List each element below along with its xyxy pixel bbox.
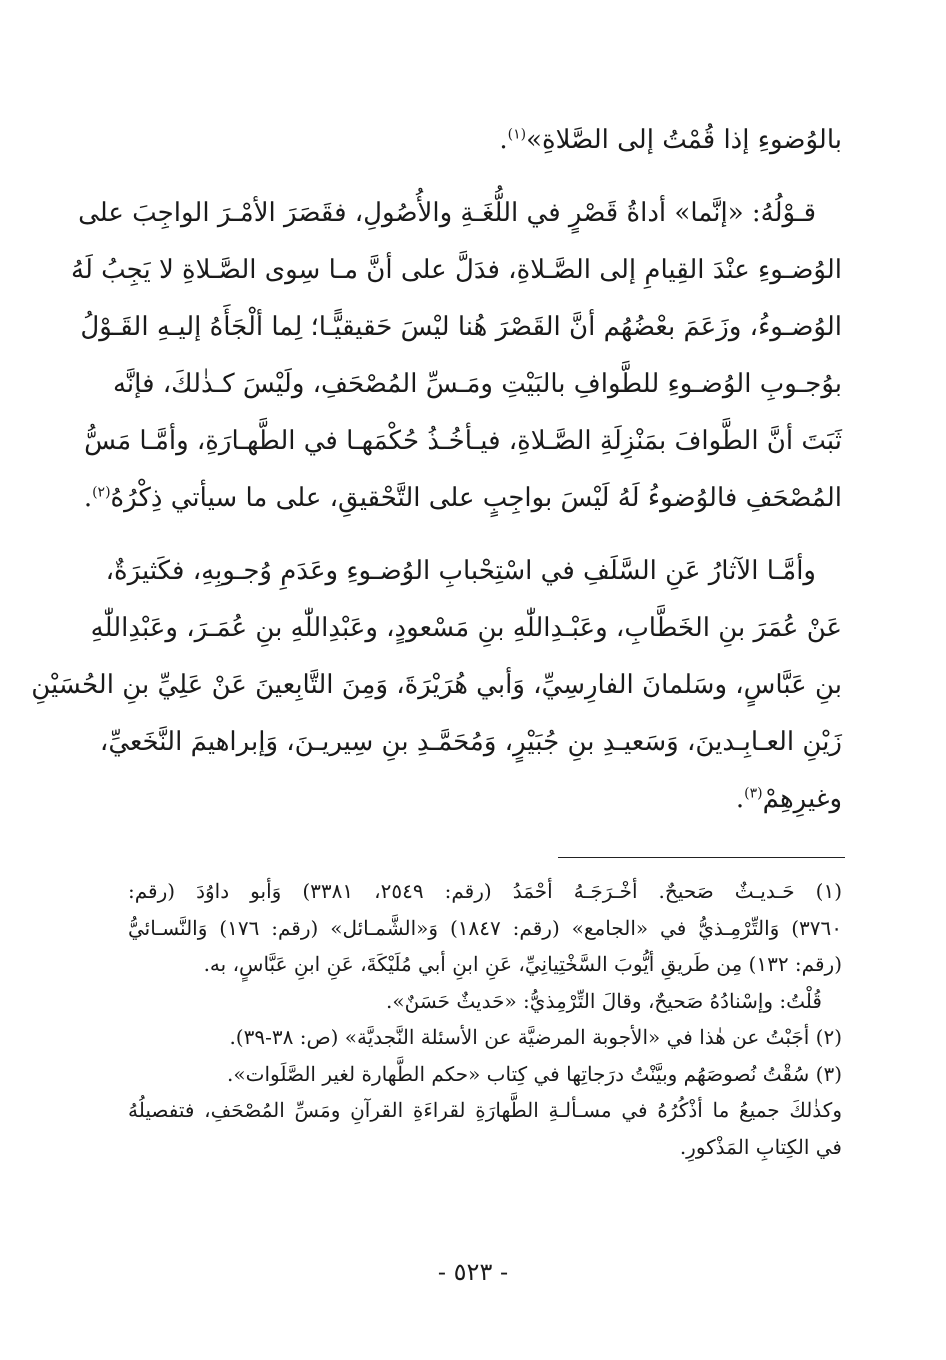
- text-line: [105, 543, 842, 600]
- text-line: [71, 242, 842, 299]
- main-text: [31, 112, 842, 828]
- text-line: [112, 356, 842, 413]
- page-number: - ٥٢٣ -: [437, 1258, 509, 1286]
- paragraph-3-line-2: عَنْ عُمَرَ بنِ الخَطَّابِ، وعَبْـدِاللّٰهِ بنِ مَسْعودٍ، وعَبْدِاللّٰهِ بنِ عُمَـرَ، وعَبْدِاللّٰهِ: [90, 613, 842, 643]
- footnote-line: قُلْتُ: وإسْنادُهُ صَحيحٌ، وقالَ التِّرْمِذيُّ: «حَديثٌ حَسَنٌ».: [386, 988, 822, 1013]
- paragraph-3-line-1: وأمَّـا الآثارُ عَنِ السَّلَفِ في اسْتِحْبابِ الوُضـوءِ وعَدَمِ وُجـوبِهِ، فكَثيرَةٌ،: [105, 556, 816, 586]
- footnote-ref-3[interactable]: (٣): [744, 785, 763, 802]
- paragraph-2-line-2: الوُضـوءِ عنْدَ القِيامِ إلى الصَّـلاةِ، فدَلَّ على أنَّ مـا سِوى الصَّـلاةِ لا يَجِبُ لَهُ: [71, 255, 842, 285]
- paragraph-2-line-6: المُصْحَفِ فالوُضوءُ لَهُ لَيْسَ بواجِبٍ على التَّحْقيقِ، على ما سيأتي ذِكْرُهُ: [110, 483, 842, 513]
- footnote-line: ٣٧٦٠) وَالتِّرْمِـذيُّ في «الجامع» (رقم: ١٨٤٧) وَ«الشَّمـائل» (رقم: ١٧٦) وَالنَّسـائيُّ: [128, 915, 842, 940]
- footnote-ref-1[interactable]: (١): [507, 126, 527, 143]
- footnote-line: في الكِتابِ المَذْكورِ.: [679, 1134, 842, 1159]
- footnote-ref-2[interactable]: (٢): [92, 484, 111, 501]
- paragraph-3-line-4: زَيْنِ العـابِـدينَ، وَسَعيـدِ بنِ جُبَيْرٍ، وَمُحَمَّـدِ بنِ سِيريـنَ، وَإبراهيمَ النَّخَعيِّ،: [99, 727, 842, 757]
- paragraph-1-line-1: بالوُضوءِ إذا قُمْتُ إلى الصَّلاةِ»: [526, 125, 842, 155]
- paragraph-2-line-5: ثَبَتَ أنَّ الطَّوافَ بمَنْزِلَةِ الصَّـلاةِ، فيـأخُـذُ حُكْمَهـا في الطَّهـارَةِ، وأمَّـا مَسُّ: [84, 426, 842, 456]
- footnotes: [128, 873, 842, 1165]
- text-line: [31, 657, 842, 714]
- paragraph-2-line-3: الوُضـوءُ، وزَعَمَ بعْضُهُم أنَّ القَصْرَ هُنا ليْسَ حَقيقيًّـا؛ لِما ألْجَأَهُ إليـهِ القَـوْلُ: [80, 312, 842, 342]
- sentence-end: .: [83, 483, 93, 513]
- footnote-line: (رقم: ١٣٢) مِن طَريقِ أيُّوبَ السَّخْتِيانِيِّ، عَنِ ابنِ أبي مُلَيْكَةَ، عَنِ ابنِ عَبَّاسٍ، به.: [203, 952, 842, 976]
- paragraph-2-line-4: بوُجـوبِ الوُضـوءِ للطَّوافِ بالبَيْتِ ومَـسِّ المُصْحَفِ، ولَيْسَ كـذٰلكَ، فإنَّه: [112, 369, 842, 399]
- text-line: [99, 714, 842, 771]
- text-line: [84, 413, 842, 470]
- text-line: [128, 771, 842, 828]
- paragraph-3-line-3: بنِ عَبَّاسٍ، وسَلمانَ الفارِسِيِّ، وَأبي هُرَيْرَةَ، وَمِنَ التَّابِعينَ عَنْ عَلِيِّ بنِ الحُسَيْنِ: [31, 670, 842, 700]
- footnote-separator: [558, 857, 845, 858]
- text-line: [90, 600, 842, 657]
- paragraph-2-line-1: قـوْلُهُ: «إنَّما» أداةُ قَصْرٍ في اللُّغَـةِ والأُصُولِ، فقَصَرَ الأمْـرَ الواجِبَ على: [78, 198, 816, 228]
- footnote-line: (٢) أجَبْتُ عن هٰذا في «الأجوبة المرضيَّة عن الأسئلة النَّجديَّة» (ص: ٣٨-٣٩).: [229, 1025, 842, 1049]
- text-line: [78, 185, 842, 242]
- text-line: [128, 112, 842, 169]
- text-line: [83, 470, 842, 527]
- paragraph-3-line-5: وغيرِهِمْ: [762, 784, 842, 814]
- footnote-line: (١) حَـديـثٌ صَحيحٌ. أخْـرَجَـهُ أحْمَدُ (رقم: ٢٥٤٩، ٣٣٨١) وَأبو داوُدَ (رقم:: [128, 879, 842, 903]
- footnote-line: (٣) سُقْتُ نُصوصَهُم وبيَّنْتُ درَجاتِها في كِتاب «حكم الطَّهارة لغير الصَّلَوات».: [227, 1061, 842, 1086]
- sentence-end: .: [499, 125, 508, 155]
- footnote-line: وكذٰلكَ جميعُ ما أذْكُرُهُ في مسـألـةِ الطَّهارَةِ لقراءَةِ القرآنِ ومَسِّ المُصْحَفِ، فتفصيلُهُ: [128, 1098, 842, 1122]
- text-line: [80, 299, 842, 356]
- sentence-end: .: [735, 784, 745, 814]
